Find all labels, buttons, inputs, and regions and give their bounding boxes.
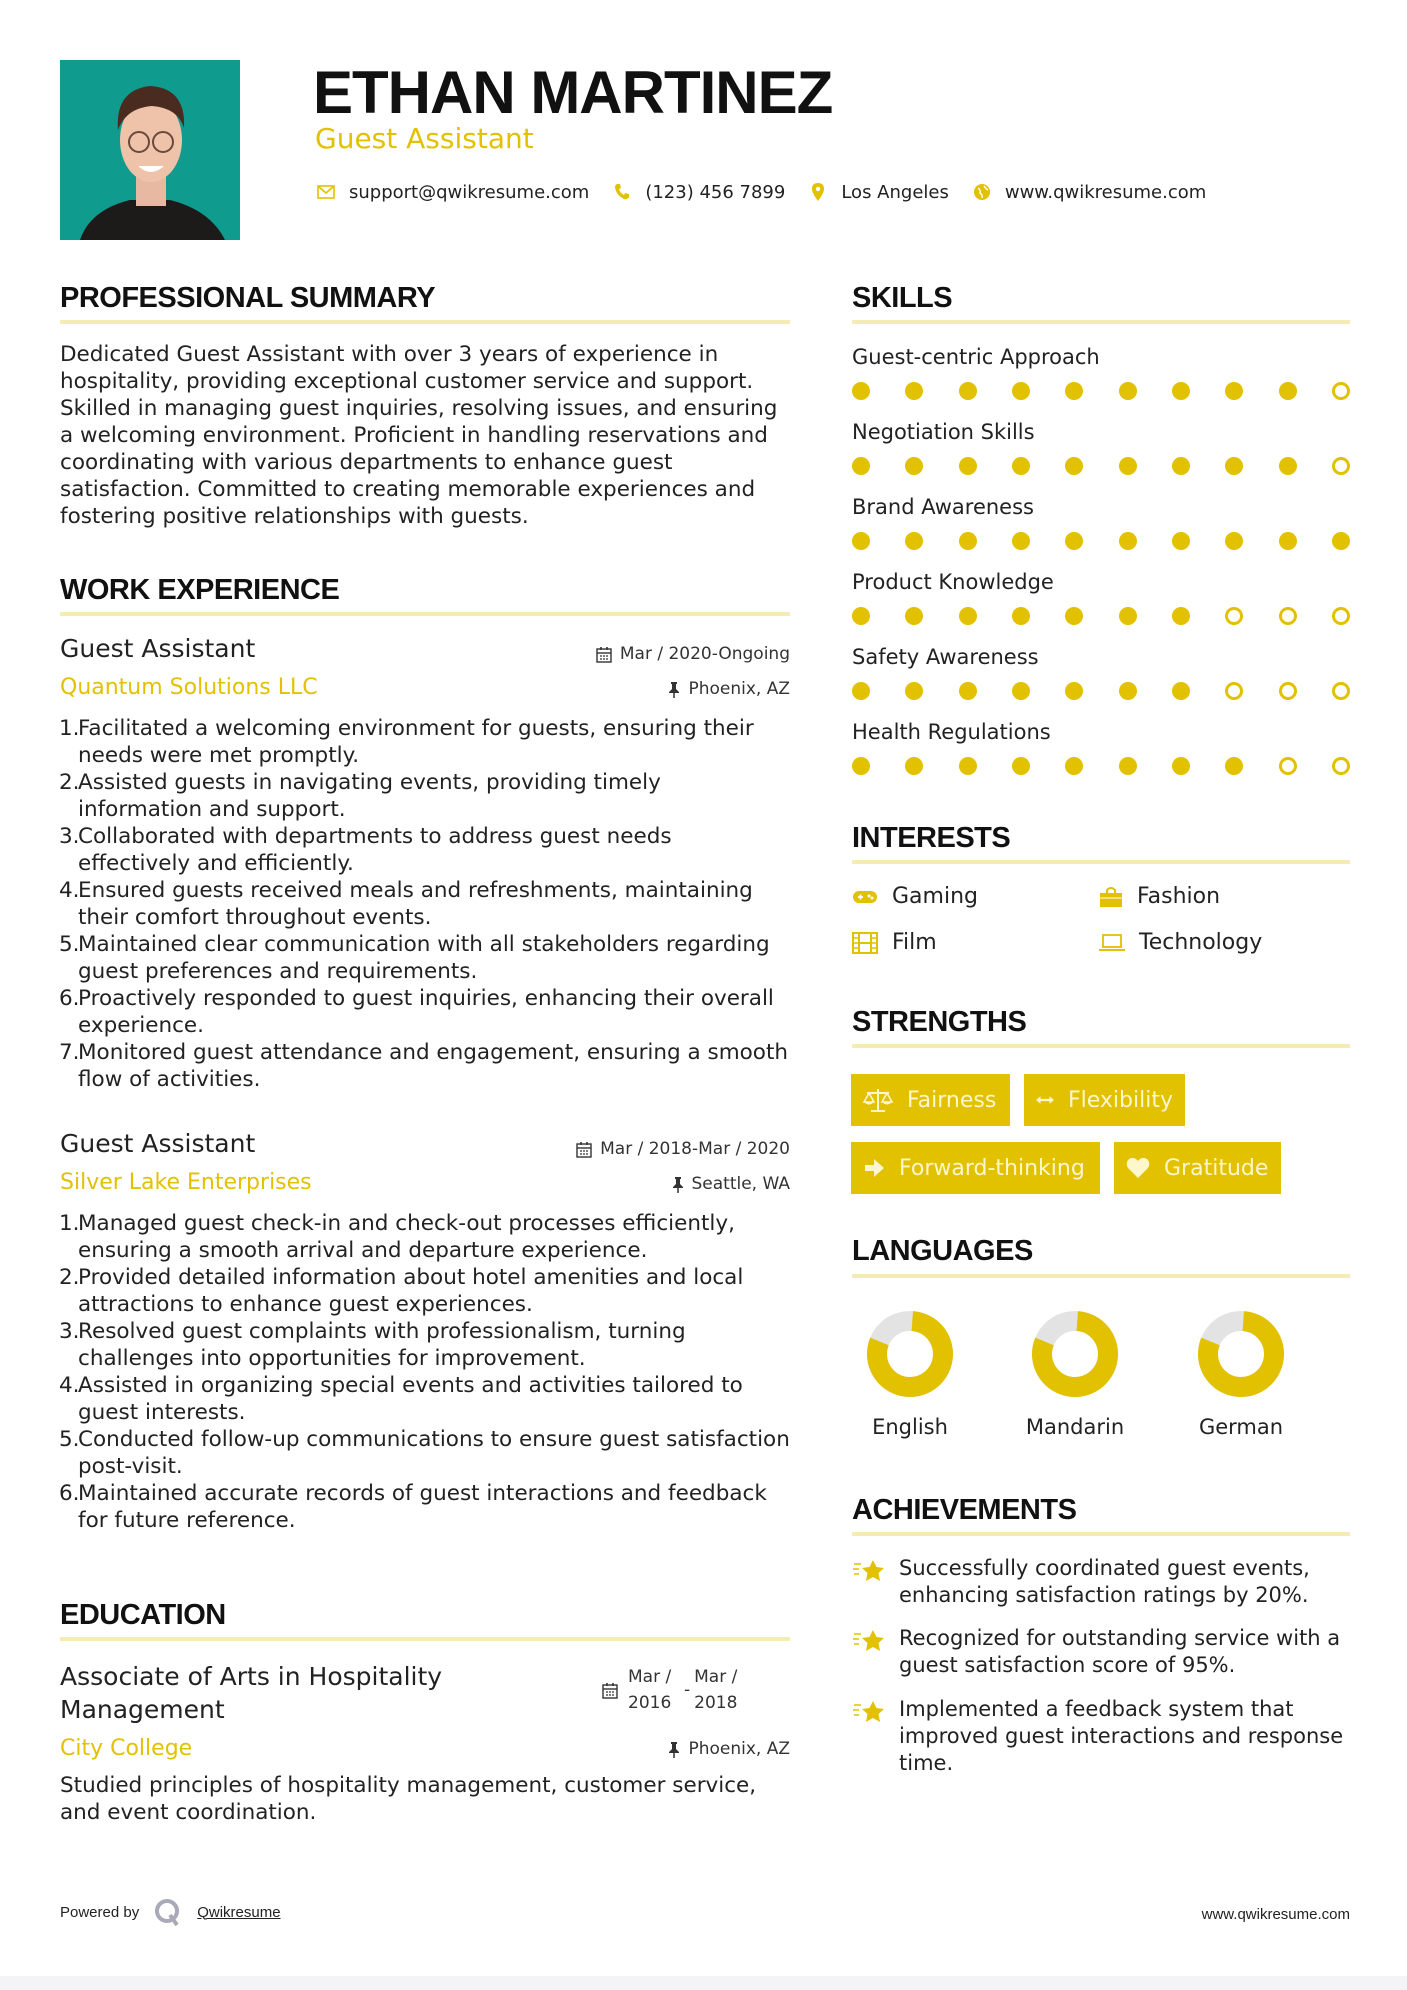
interest-fashion <box>1099 883 1220 911</box>
language-donut <box>1197 1310 1285 1398</box>
rating-dot-empty <box>1332 607 1350 625</box>
strength-label: Gratitude <box>1164 1155 1269 1181</box>
job-bullet: 4. Assisted in organizing special events and activities tailored to guest interests. <box>59 1373 743 1425</box>
rating-dot-filled <box>959 607 977 625</box>
achievement-item <box>852 1696 1350 1777</box>
job-dates <box>596 643 790 665</box>
job-bullet: 5. Conducted follow-up communications to ensure guest satisfaction post-visit. <box>59 1427 790 1479</box>
job-bullet: 7. Monitored guest attendance and engagement, ensuring a smooth flow of activities. <box>59 1040 789 1092</box>
candidate-name: ETHAN MARTINEZ <box>313 59 833 126</box>
rating-dot-filled <box>1225 532 1243 550</box>
qwikresume-logo-icon <box>153 1897 183 1927</box>
job-bullet: 3. Resolved guest complaints with professionalism, turning challenges into opportunities for improvement. <box>59 1319 686 1371</box>
footer-powered-by <box>60 1897 281 1927</box>
summary-text: Dedicated Guest Assistant with over 3 years of experience in hospitality, providing exceptional customer service and support. Skilled in managing guest inquiries, resolving issues, and ensuring a welcoming environment. Proficient in handling reservations and coordinating with various departments to enhance guest satisfaction. Committed to creating memorable experiences and fostering positive relationships with guests. <box>60 342 778 529</box>
pushpin-icon <box>668 681 680 698</box>
rating-dot-filled <box>852 757 870 775</box>
education-start: Mar / 2016 <box>628 1667 672 1713</box>
skill-name: Negotiation Skills <box>852 420 1035 444</box>
job-bullet: 1. Managed guest check-in and check-out processes efficiently, ensuring a smooth arrival and departure experience. <box>59 1211 735 1263</box>
interest-film <box>852 929 937 957</box>
language-name: English <box>872 1415 948 1439</box>
skill-rating <box>852 381 1350 401</box>
job-bullet: 2. Assisted guests in navigating events, providing timely information and support. <box>59 770 661 822</box>
rating-dot-empty <box>1279 757 1297 775</box>
achievements-heading: ACHIEVEMENTS <box>852 1494 1077 1526</box>
rating-dot-filled <box>852 682 870 700</box>
achievement-text: Recognized for outstanding service with a guest satisfaction score of 95%. <box>899 1626 1341 1677</box>
skill-name: Brand Awareness <box>852 495 1034 519</box>
globe-icon <box>971 181 993 203</box>
contact-email-text: support@qwikresume.com <box>349 181 590 203</box>
rating-dot-filled <box>1225 457 1243 475</box>
rating-dot-filled <box>1119 607 1137 625</box>
interest-label: Fashion <box>1137 884 1221 909</box>
pushpin-icon <box>668 1741 680 1758</box>
achievement-item <box>852 1625 1350 1679</box>
rating-dot-empty <box>1332 457 1350 475</box>
rating-dot-filled <box>1065 757 1083 775</box>
rating-dot-empty <box>1279 607 1297 625</box>
language-donut <box>866 1310 954 1398</box>
page-bottom-strip <box>0 1976 1407 1990</box>
languages-divider <box>852 1274 1350 1278</box>
language-name: Mandarin <box>1025 1415 1125 1439</box>
job-company: Silver Lake Enterprises <box>60 1170 312 1195</box>
job-location-text: Seattle, WA <box>691 1174 790 1194</box>
job-dates <box>576 1138 790 1160</box>
interest-gaming <box>852 883 978 911</box>
job-title: Guest Assistant <box>60 634 256 663</box>
calendar-icon <box>576 1141 592 1158</box>
arrows-horizontal-icon <box>1036 1093 1054 1107</box>
school-name: City College <box>60 1736 193 1761</box>
experience-heading: WORK EXPERIENCE <box>60 574 340 606</box>
rating-dot-filled <box>1065 457 1083 475</box>
skill-name: Safety Awareness <box>852 645 1039 669</box>
rating-dot-filled <box>1119 532 1137 550</box>
rating-dot-empty <box>1332 757 1350 775</box>
contact-row <box>315 178 1228 206</box>
strengths-heading: STRENGTHS <box>852 1006 1027 1038</box>
job-bullet: 2. Provided detailed information about hotel amenities and local attractions to enhance guest experiences. <box>59 1265 744 1317</box>
rating-dot-filled <box>959 757 977 775</box>
rating-dot-filled <box>1172 382 1190 400</box>
strength-label: Forward-thinking <box>899 1155 1085 1181</box>
contact-email[interactable] <box>315 181 589 203</box>
rating-dot-filled <box>1012 382 1030 400</box>
footer-website[interactable]: www.qwikresume.com <box>1201 1906 1350 1923</box>
rating-dot-filled <box>1172 532 1190 550</box>
achievement-text: Successfully coordinated guest events, enhancing satisfaction ratings by 20%. <box>899 1556 1310 1607</box>
skill-name: Guest-centric Approach <box>852 345 1100 369</box>
rating-dot-filled <box>1065 607 1083 625</box>
rating-dot-filled <box>1065 682 1083 700</box>
calendar-icon <box>602 1682 618 1699</box>
star-icon <box>852 1698 886 1726</box>
calendar-icon <box>596 646 612 663</box>
contact-location-text: Los Angeles <box>841 181 949 203</box>
rating-dot-filled <box>1012 757 1030 775</box>
job-dates-text: Mar / 2018-Mar / 2020 <box>600 1139 790 1159</box>
rating-dot-filled <box>852 382 870 400</box>
rating-dot-filled <box>1119 382 1137 400</box>
contact-phone[interactable] <box>611 181 785 203</box>
laptop-icon <box>1099 933 1125 953</box>
rating-dot-filled <box>1065 532 1083 550</box>
interest-label: Film <box>892 930 937 955</box>
strength-label: Flexibility <box>1068 1087 1173 1113</box>
skill-name: Health Regulations <box>852 720 1051 744</box>
profile-photo <box>60 60 240 240</box>
star-icon <box>852 1557 886 1585</box>
job-location-text: Phoenix, AZ <box>688 679 790 699</box>
job-bullet: 6. Proactively responded to guest inquiries, enhancing their overall experience. <box>59 986 774 1038</box>
job-bullet: 6. Maintained accurate records of guest interactions and feedback for future reference. <box>59 1481 767 1533</box>
skill-rating <box>852 456 1350 476</box>
shopping-bag-icon <box>1099 885 1123 909</box>
language-item <box>1005 1310 1145 1440</box>
strength-badge-flexibility <box>1024 1074 1185 1126</box>
languages-heading: LANGUAGES <box>852 1235 1033 1267</box>
skill-rating <box>852 606 1350 626</box>
rating-dot-filled <box>905 457 923 475</box>
achievement-text: Implemented a feedback system that improved guest interactions and response time. <box>899 1697 1344 1775</box>
summary-heading: PROFESSIONAL SUMMARY <box>60 282 436 314</box>
rating-dot-filled <box>1225 757 1243 775</box>
strength-label: Fairness <box>907 1087 997 1113</box>
job-bullet: 1. Facilitated a welcoming environment for guests, ensuring their needs were met promptly. <box>59 716 754 768</box>
interest-technology <box>1099 929 1262 957</box>
skills-divider <box>852 320 1350 324</box>
skill-rating <box>852 756 1350 776</box>
job-bullet: 4. Ensured guests received meals and refreshments, maintaining their comfort throughout events. <box>59 878 753 930</box>
interests-heading: INTERESTS <box>852 822 1011 854</box>
rating-dot-filled <box>1172 607 1190 625</box>
rating-dot-filled <box>852 607 870 625</box>
job-location <box>668 678 790 700</box>
gamepad-icon <box>852 889 878 905</box>
rating-dot-empty <box>1225 682 1243 700</box>
job-location <box>672 1173 791 1195</box>
rating-dot-filled <box>1172 757 1190 775</box>
language-name: German <box>1198 1415 1284 1439</box>
summary-divider <box>60 320 790 324</box>
achievements-divider <box>852 1532 1350 1536</box>
strengths-divider <box>852 1044 1350 1048</box>
education-divider <box>60 1637 790 1641</box>
skill-name: Product Knowledge <box>852 570 1054 594</box>
language-donut <box>1031 1310 1119 1398</box>
heart-icon <box>1126 1157 1150 1179</box>
job-company: Quantum Solutions LLC <box>60 675 318 700</box>
rating-dot-filled <box>1012 682 1030 700</box>
rating-dot-filled <box>1012 532 1030 550</box>
candidate-title: Guest Assistant <box>315 122 534 155</box>
rating-dot-filled <box>959 682 977 700</box>
job-bullets <box>60 715 790 1093</box>
film-icon <box>852 932 878 954</box>
rating-dot-filled <box>1332 532 1350 550</box>
job-bullet: 5. Maintained clear communication with all stakeholders regarding guest preferences and requirements. <box>59 932 770 984</box>
qwikresume-link[interactable]: Qwikresume <box>197 1903 281 1921</box>
rating-dot-filled <box>1279 382 1297 400</box>
job-bullets <box>60 1210 790 1534</box>
rating-dot-filled <box>1172 682 1190 700</box>
envelope-icon <box>315 181 337 203</box>
education-date-separator: - <box>684 1680 691 1700</box>
education-dates <box>602 1664 742 1716</box>
pushpin-icon <box>672 1176 684 1193</box>
rating-dot-filled <box>852 457 870 475</box>
rating-dot-empty <box>1225 607 1243 625</box>
phone-icon <box>611 181 633 203</box>
rating-dot-filled <box>1065 382 1083 400</box>
rating-dot-empty <box>1279 682 1297 700</box>
education-end: Mar / 2018 <box>694 1667 738 1713</box>
rating-dot-filled <box>905 682 923 700</box>
map-marker-icon <box>807 181 829 203</box>
education-heading: EDUCATION <box>60 1599 226 1631</box>
rating-dot-filled <box>1119 682 1137 700</box>
language-item <box>1171 1310 1311 1440</box>
rating-dot-empty <box>1332 382 1350 400</box>
strength-badge-gratitude <box>1114 1142 1281 1194</box>
strength-badge-fairness <box>851 1074 1010 1126</box>
rating-dot-empty <box>1332 682 1350 700</box>
balance-scale-icon <box>863 1087 893 1113</box>
rating-dot-filled <box>959 457 977 475</box>
rating-dot-filled <box>1279 532 1297 550</box>
arrow-right-icon <box>863 1157 885 1179</box>
rating-dot-filled <box>852 532 870 550</box>
rating-dot-filled <box>1279 457 1297 475</box>
rating-dot-filled <box>1172 457 1190 475</box>
contact-website-text: www.qwikresume.com <box>1004 181 1207 203</box>
job-title: Guest Assistant <box>60 1129 256 1158</box>
achievement-item <box>852 1555 1350 1609</box>
contact-phone-text: (123) 456 7899 <box>645 181 786 203</box>
rating-dot-filled <box>1119 757 1137 775</box>
profile-photo-illustration <box>60 60 240 240</box>
skill-rating <box>852 531 1350 551</box>
rating-dot-filled <box>1119 457 1137 475</box>
education-location <box>668 1738 790 1760</box>
rating-dot-filled <box>959 532 977 550</box>
job-bullet: 3. Collaborated with departments to address guest needs effectively and efficiently. <box>59 824 672 876</box>
strength-badge-forward-thinking <box>851 1142 1100 1194</box>
education-description: Studied principles of hospitality management, customer service, and event coordination. <box>60 1773 757 1825</box>
skill-rating <box>852 681 1350 701</box>
rating-dot-filled <box>905 382 923 400</box>
rating-dot-filled <box>1012 457 1030 475</box>
interests-divider <box>852 860 1350 864</box>
star-icon <box>852 1627 886 1655</box>
powered-by-text: Powered by <box>60 1903 140 1921</box>
rating-dot-filled <box>905 532 923 550</box>
rating-dot-filled <box>1225 382 1243 400</box>
experience-divider <box>60 612 790 616</box>
language-item <box>840 1310 980 1440</box>
interest-label: Technology <box>1139 930 1263 955</box>
skills-heading: SKILLS <box>852 282 953 314</box>
rating-dot-filled <box>905 757 923 775</box>
contact-website[interactable] <box>971 181 1206 203</box>
rating-dot-filled <box>959 382 977 400</box>
rating-dot-filled <box>905 607 923 625</box>
degree-title: Associate of Arts in Hospitality Management <box>60 1662 443 1724</box>
contact-location <box>807 181 949 203</box>
rating-dot-filled <box>1012 607 1030 625</box>
job-dates-text: Mar / 2020-Ongoing <box>619 644 790 664</box>
interest-label: Gaming <box>892 884 978 909</box>
education-location-text: Phoenix, AZ <box>688 1739 790 1759</box>
